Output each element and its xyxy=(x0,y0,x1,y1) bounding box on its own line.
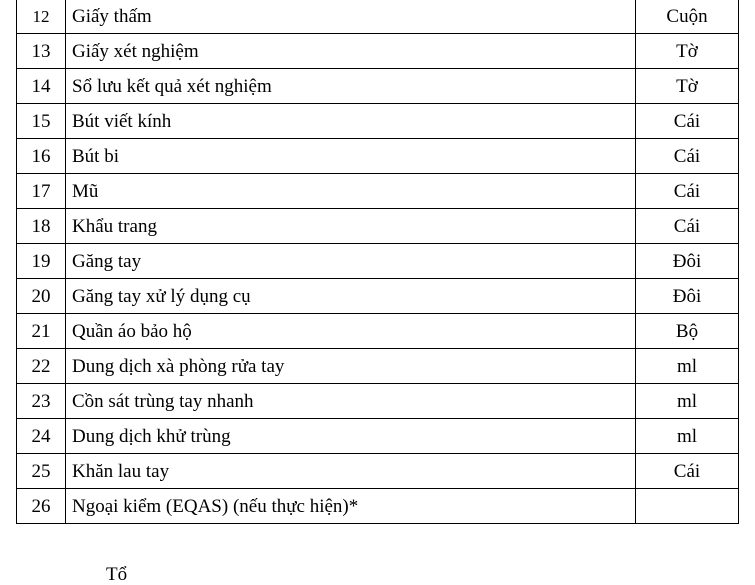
table-row xyxy=(17,244,739,279)
unit-cell: Cái xyxy=(636,139,739,174)
table-row xyxy=(17,489,739,524)
row-number-cell: 25 xyxy=(17,454,66,489)
row-number-cell: 16 xyxy=(17,139,66,174)
unit-cell: ml xyxy=(636,384,739,419)
item-name-cell: Dung dịch xà phòng rửa tay xyxy=(66,349,636,384)
unit-cell: ml xyxy=(636,349,739,384)
item-name-cell: Găng tay xử lý dụng cụ xyxy=(66,279,636,314)
unit-cell: ml xyxy=(636,419,739,454)
table-row xyxy=(17,104,739,139)
item-name-cell: Khăn lau tay xyxy=(66,454,636,489)
table-row xyxy=(17,384,739,419)
unit-cell: Tờ xyxy=(636,69,739,104)
unit-cell: Cái xyxy=(636,174,739,209)
item-name-cell: Bút bi xyxy=(66,139,636,174)
row-number-cell: 18 xyxy=(17,209,66,244)
row-number-cell: 23 xyxy=(17,384,66,419)
row-number-cell: 21 xyxy=(17,314,66,349)
row-number-cell: 12 xyxy=(17,0,66,34)
row-number-cell: 14 xyxy=(17,69,66,104)
item-name-cell: Cồn sát trùng tay nhanh xyxy=(66,384,636,419)
row-number-cell: 20 xyxy=(17,279,66,314)
table-row xyxy=(17,454,739,489)
table-row xyxy=(17,174,739,209)
row-number-cell: 26 xyxy=(17,489,66,524)
item-name-cell: Sổ lưu kết quả xét nghiệm xyxy=(66,69,636,104)
table-row xyxy=(17,0,739,34)
unit-cell: Cuộn xyxy=(636,0,739,34)
unit-cell: Tờ xyxy=(636,34,739,69)
table-row xyxy=(17,419,739,454)
unit-cell: Cái xyxy=(636,104,739,139)
item-name-cell: Dung dịch khử trùng xyxy=(66,419,636,454)
unit-cell: Đôi xyxy=(636,244,739,279)
row-number-cell: 22 xyxy=(17,349,66,384)
table-row xyxy=(17,349,739,384)
table-row xyxy=(17,69,739,104)
item-name-cell: Giấy xét nghiệm xyxy=(66,34,636,69)
item-name-cell: Giấy thấm xyxy=(66,0,636,34)
unit-cell: Đôi xyxy=(636,279,739,314)
table-row xyxy=(17,279,739,314)
table-row xyxy=(17,314,739,349)
row-number-cell: 13 xyxy=(17,34,66,69)
row-number-cell: 17 xyxy=(17,174,66,209)
item-name-cell: Mũ xyxy=(66,174,636,209)
unit-cell: Cái xyxy=(636,454,739,489)
item-name-cell: Găng tay xyxy=(66,244,636,279)
unit-cell xyxy=(636,489,739,524)
cut-off-text: Tổ xyxy=(106,564,128,585)
item-name-cell: Quần áo bảo hộ xyxy=(66,314,636,349)
item-name-cell: Bút viết kính xyxy=(66,104,636,139)
table-row xyxy=(17,139,739,174)
item-name-cell: Ngoại kiểm (EQAS) (nếu thực hiện)* xyxy=(66,489,636,524)
table-row xyxy=(17,34,739,69)
table-body xyxy=(17,0,739,524)
supply-table xyxy=(16,0,739,524)
row-number-cell: 19 xyxy=(17,244,66,279)
row-number-cell: 15 xyxy=(17,104,66,139)
row-number-cell: 24 xyxy=(17,419,66,454)
item-name-cell: Khẩu trang xyxy=(66,209,636,244)
unit-cell: Cái xyxy=(636,209,739,244)
table-row xyxy=(17,209,739,244)
unit-cell: Bộ xyxy=(636,314,739,349)
